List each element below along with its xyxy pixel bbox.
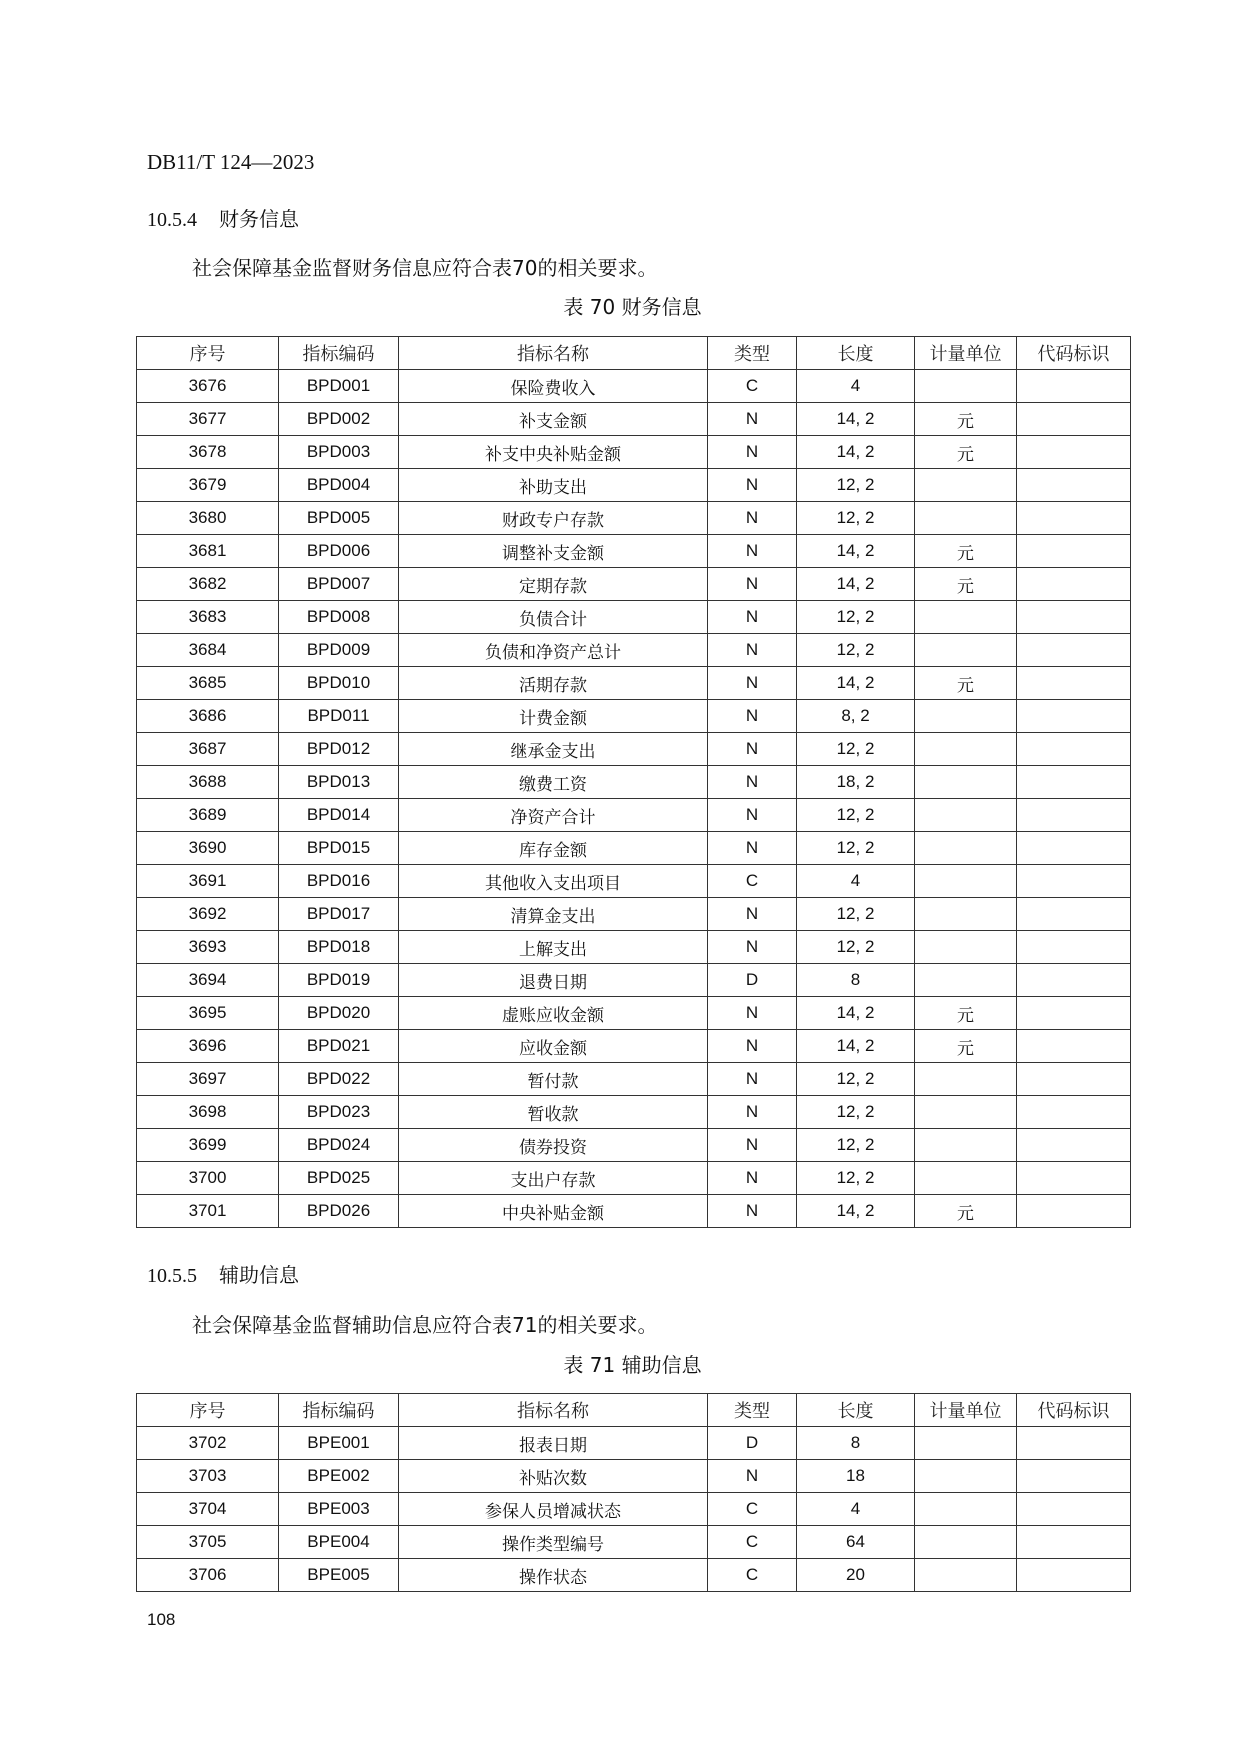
table-cell: 12, 2 (797, 601, 915, 634)
table-cell (1017, 1129, 1131, 1162)
table-cell: BPD021 (279, 1030, 399, 1063)
table-cell: 补支金额 (399, 403, 708, 436)
table-cell: 净资产合计 (399, 799, 708, 832)
table-cell: 元 (915, 997, 1017, 1030)
column-header: 代码标识 (1017, 1394, 1131, 1427)
table-cell: BPD005 (279, 502, 399, 535)
table-cell (915, 502, 1017, 535)
table-cell: 4 (797, 370, 915, 403)
table-cell: BPD025 (279, 1162, 399, 1195)
table-cell: BPD009 (279, 634, 399, 667)
table-cell (1017, 568, 1131, 601)
table-cell: 报表日期 (399, 1427, 708, 1460)
table-cell: 12, 2 (797, 832, 915, 865)
table-cell (915, 964, 1017, 997)
table-cell (1017, 997, 1131, 1030)
table-cell (915, 1096, 1017, 1129)
table-cell: N (708, 832, 797, 865)
table-cell (915, 1427, 1017, 1460)
table-cell: 3688 (137, 766, 279, 799)
table-cell: 12, 2 (797, 733, 915, 766)
table-cell: BPD024 (279, 1129, 399, 1162)
table-cell (915, 931, 1017, 964)
table-cell: 上解支出 (399, 931, 708, 964)
table-cell: 3703 (137, 1460, 279, 1493)
table-cell: 负债和净资产总计 (399, 634, 708, 667)
table-row (137, 1129, 1131, 1162)
table-cell: N (708, 799, 797, 832)
table-cell: 元 (915, 1195, 1017, 1228)
table-cell: 12, 2 (797, 931, 915, 964)
table-cell: 3680 (137, 502, 279, 535)
table-cell: 3686 (137, 700, 279, 733)
table-header-row (137, 1394, 1131, 1427)
table-cell: 12, 2 (797, 502, 915, 535)
table-row (137, 667, 1131, 700)
table-cell: BPD023 (279, 1096, 399, 1129)
table-cell (915, 865, 1017, 898)
column-header: 类型 (708, 1394, 797, 1427)
table-cell (915, 1460, 1017, 1493)
table-cell: BPD008 (279, 601, 399, 634)
table-cell: N (708, 601, 797, 634)
table-cell (915, 832, 1017, 865)
table-cell: BPD020 (279, 997, 399, 1030)
table-cell: 20 (797, 1559, 915, 1592)
table-cell: 调整补支金额 (399, 535, 708, 568)
table-cell: 保险费收入 (399, 370, 708, 403)
table-cell: BPD013 (279, 766, 399, 799)
table-cell: 14, 2 (797, 436, 915, 469)
table-cell: 债券投资 (399, 1129, 708, 1162)
table-cell: 12, 2 (797, 1096, 915, 1129)
table-cell: N (708, 700, 797, 733)
table-row (137, 733, 1131, 766)
table-cell: BPD014 (279, 799, 399, 832)
table-title: 表 71 辅助信息 (563, 1353, 702, 1377)
table-cell: 3685 (137, 667, 279, 700)
table-row (137, 469, 1131, 502)
table-cell: 3683 (137, 601, 279, 634)
table-row (137, 1559, 1131, 1592)
table-cell (915, 700, 1017, 733)
table-cell: 清算金支出 (399, 898, 708, 931)
column-header: 指标编码 (279, 337, 399, 370)
table-cell: 元 (915, 436, 1017, 469)
column-header: 指标名称 (399, 337, 708, 370)
table-cell (1017, 1526, 1131, 1559)
table-cell (1017, 799, 1131, 832)
section-title: 辅助信息 (219, 1263, 299, 1287)
table-cell (1017, 733, 1131, 766)
table-cell: 12, 2 (797, 1063, 915, 1096)
table-cell: C (708, 370, 797, 403)
table-cell: 3695 (137, 997, 279, 1030)
table-cell: C (708, 865, 797, 898)
table-cell: 活期存款 (399, 667, 708, 700)
table-cell: 3687 (137, 733, 279, 766)
table-cell: 退费日期 (399, 964, 708, 997)
section-heading (147, 1259, 299, 1288)
table-cell: N (708, 469, 797, 502)
table-cell (1017, 931, 1131, 964)
table-cell: BPD002 (279, 403, 399, 436)
table-cell: D (708, 1427, 797, 1460)
table-cell (915, 601, 1017, 634)
table-cell: 暂收款 (399, 1096, 708, 1129)
table-row (137, 436, 1131, 469)
table-cell: C (708, 1559, 797, 1592)
table-title: 表 70 财务信息 (563, 295, 702, 319)
table-row (137, 403, 1131, 436)
section-heading (147, 203, 299, 232)
table-cell (1017, 1195, 1131, 1228)
table-cell: BPD010 (279, 667, 399, 700)
table-cell (915, 799, 1017, 832)
table-cell: BPD018 (279, 931, 399, 964)
table-cell: 4 (797, 865, 915, 898)
table-row (137, 766, 1131, 799)
table-cell: BPD011 (279, 700, 399, 733)
table-cell (915, 1162, 1017, 1195)
table-cell: 12, 2 (797, 898, 915, 931)
table-cell (1017, 1063, 1131, 1096)
table-cell: N (708, 1096, 797, 1129)
table-row (137, 1096, 1131, 1129)
table-cell (915, 1493, 1017, 1526)
table-cell: BPE001 (279, 1427, 399, 1460)
table-cell: 14, 2 (797, 568, 915, 601)
table-cell: 14, 2 (797, 1195, 915, 1228)
table-cell: 3705 (137, 1526, 279, 1559)
table-cell: 暂付款 (399, 1063, 708, 1096)
table-cell: 定期存款 (399, 568, 708, 601)
table-cell: 3677 (137, 403, 279, 436)
section-title: 财务信息 (219, 207, 299, 231)
table-row (137, 370, 1131, 403)
table-cell (1017, 700, 1131, 733)
table-cell: 3689 (137, 799, 279, 832)
table-cell: 3690 (137, 832, 279, 865)
table-cell (1017, 535, 1131, 568)
table-row (137, 601, 1131, 634)
table-cell (1017, 436, 1131, 469)
table-cell: 3684 (137, 634, 279, 667)
table-cell: BPD006 (279, 535, 399, 568)
table-cell: BPD019 (279, 964, 399, 997)
table-row (137, 799, 1131, 832)
table-cell: 3678 (137, 436, 279, 469)
table-row (137, 1162, 1131, 1195)
table-cell: BPD022 (279, 1063, 399, 1096)
table-cell: 3692 (137, 898, 279, 931)
table-cell: 8, 2 (797, 700, 915, 733)
table-cell: BPD016 (279, 865, 399, 898)
table-cell: 缴费工资 (399, 766, 708, 799)
data-table (136, 1393, 1131, 1592)
table-row (137, 832, 1131, 865)
table-cell: 3706 (137, 1559, 279, 1592)
table-row (137, 634, 1131, 667)
table-cell: C (708, 1526, 797, 1559)
table-cell: N (708, 1460, 797, 1493)
table-cell: N (708, 1162, 797, 1195)
table-cell: BPE002 (279, 1460, 399, 1493)
table-row (137, 865, 1131, 898)
table-cell (1017, 766, 1131, 799)
table-row (137, 898, 1131, 931)
table-cell: BPD015 (279, 832, 399, 865)
table-row (137, 1030, 1131, 1063)
table-cell: 应收金额 (399, 1030, 708, 1063)
column-header: 序号 (137, 1394, 279, 1427)
table-cell: 3676 (137, 370, 279, 403)
column-header: 计量单位 (915, 1394, 1017, 1427)
table-cell: 补贴次数 (399, 1460, 708, 1493)
table-cell (1017, 403, 1131, 436)
table-cell (915, 733, 1017, 766)
table-cell: 虚账应收金额 (399, 997, 708, 1030)
table-cell: 3697 (137, 1063, 279, 1096)
table-cell: N (708, 502, 797, 535)
table-cell: 库存金额 (399, 832, 708, 865)
table-header-row (137, 337, 1131, 370)
table-cell: N (708, 1063, 797, 1096)
table-cell: 8 (797, 964, 915, 997)
table-cell: BPE005 (279, 1559, 399, 1592)
table-cell: BPD012 (279, 733, 399, 766)
table-cell: 3679 (137, 469, 279, 502)
table-cell (915, 634, 1017, 667)
table-cell: 3704 (137, 1493, 279, 1526)
data-table (136, 336, 1131, 1228)
table-cell (915, 1129, 1017, 1162)
table-cell: N (708, 766, 797, 799)
table-cell: N (708, 997, 797, 1030)
table-cell: N (708, 898, 797, 931)
table-row (137, 1195, 1131, 1228)
table-cell: 3682 (137, 568, 279, 601)
table-cell: 元 (915, 568, 1017, 601)
table-cell: 3693 (137, 931, 279, 964)
table-cell: 负债合计 (399, 601, 708, 634)
table-cell: 14, 2 (797, 535, 915, 568)
table-cell: 4 (797, 1493, 915, 1526)
table-cell (1017, 469, 1131, 502)
table-row (137, 535, 1131, 568)
table-cell: 18 (797, 1460, 915, 1493)
table-row (137, 1460, 1131, 1493)
table-cell: N (708, 436, 797, 469)
table-cell (1017, 832, 1131, 865)
table-row (137, 502, 1131, 535)
table-row (137, 568, 1131, 601)
table-cell (1017, 964, 1131, 997)
table-cell: 18, 2 (797, 766, 915, 799)
table-row (137, 931, 1131, 964)
table-cell: BPD007 (279, 568, 399, 601)
table-cell: 补支中央补贴金额 (399, 436, 708, 469)
table-cell: 其他收入支出项目 (399, 865, 708, 898)
table-cell: 操作类型编号 (399, 1526, 708, 1559)
table-cell: 元 (915, 535, 1017, 568)
document-header: DB11/T 124—2023 (147, 150, 315, 174)
table-cell: BPD001 (279, 370, 399, 403)
table-cell: BPD026 (279, 1195, 399, 1228)
table-cell: C (708, 1493, 797, 1526)
table-row (137, 997, 1131, 1030)
table-cell (1017, 1427, 1131, 1460)
table-cell (1017, 1559, 1131, 1592)
table-cell (1017, 1162, 1131, 1195)
column-header: 代码标识 (1017, 337, 1131, 370)
table-cell: N (708, 667, 797, 700)
table-cell: 3699 (137, 1129, 279, 1162)
table-cell (915, 1559, 1017, 1592)
table-cell: 14, 2 (797, 667, 915, 700)
table-row (137, 1526, 1131, 1559)
table-cell: 计费金额 (399, 700, 708, 733)
table-cell: 参保人员增减状态 (399, 1493, 708, 1526)
table-row (137, 1063, 1131, 1096)
table-cell: BPD003 (279, 436, 399, 469)
table-cell: 64 (797, 1526, 915, 1559)
column-header: 序号 (137, 337, 279, 370)
table-cell: 14, 2 (797, 997, 915, 1030)
table-cell: 3691 (137, 865, 279, 898)
table-cell (915, 469, 1017, 502)
table-cell: 3696 (137, 1030, 279, 1063)
table-cell: N (708, 1195, 797, 1228)
table-cell: BPE004 (279, 1526, 399, 1559)
table-cell: 3702 (137, 1427, 279, 1460)
table-cell (915, 766, 1017, 799)
table-row (137, 1427, 1131, 1460)
table-cell: N (708, 403, 797, 436)
table-cell (1017, 865, 1131, 898)
table-cell: N (708, 1030, 797, 1063)
table-row (137, 1493, 1131, 1526)
table-cell (915, 370, 1017, 403)
table-cell (1017, 667, 1131, 700)
table-cell: N (708, 931, 797, 964)
table-cell: 8 (797, 1427, 915, 1460)
table-cell: 14, 2 (797, 403, 915, 436)
table-cell (915, 1063, 1017, 1096)
table-cell: 财政专户存款 (399, 502, 708, 535)
table-cell: 补助支出 (399, 469, 708, 502)
table-row (137, 700, 1131, 733)
column-header: 长度 (797, 1394, 915, 1427)
table-row (137, 964, 1131, 997)
table-cell: BPD017 (279, 898, 399, 931)
table-cell: 3698 (137, 1096, 279, 1129)
table-cell: 12, 2 (797, 1129, 915, 1162)
column-header: 类型 (708, 337, 797, 370)
table-cell: N (708, 568, 797, 601)
table-cell (1017, 634, 1131, 667)
table-cell (1017, 502, 1131, 535)
table-cell (915, 1526, 1017, 1559)
table-cell (915, 898, 1017, 931)
table-cell: 14, 2 (797, 1030, 915, 1063)
table-cell: 12, 2 (797, 469, 915, 502)
table-cell: 支出户存款 (399, 1162, 708, 1195)
table-cell: N (708, 634, 797, 667)
section-number: 10.5.4 (147, 209, 197, 231)
table-cell (1017, 1493, 1131, 1526)
table-cell: 3700 (137, 1162, 279, 1195)
table-cell: 中央补贴金额 (399, 1195, 708, 1228)
table-cell: D (708, 964, 797, 997)
table-cell: 操作状态 (399, 1559, 708, 1592)
table-cell (1017, 1030, 1131, 1063)
table-cell: 12, 2 (797, 1162, 915, 1195)
table-cell (1017, 898, 1131, 931)
section-paragraph: 社会保障基金监督辅助信息应符合表71的相关要求。 (192, 1313, 658, 1337)
table-cell: N (708, 733, 797, 766)
table-cell: N (708, 535, 797, 568)
table-cell: 12, 2 (797, 634, 915, 667)
table-cell: 3694 (137, 964, 279, 997)
table-cell (1017, 370, 1131, 403)
column-header: 指标名称 (399, 1394, 708, 1427)
table-cell: 3681 (137, 535, 279, 568)
table-cell: 继承金支出 (399, 733, 708, 766)
table-cell: 元 (915, 667, 1017, 700)
table-cell: 元 (915, 1030, 1017, 1063)
column-header: 长度 (797, 337, 915, 370)
table-cell (1017, 1096, 1131, 1129)
page-number: 108 (147, 1610, 176, 1629)
table-cell (1017, 601, 1131, 634)
column-header: 指标编码 (279, 1394, 399, 1427)
table-cell: 12, 2 (797, 799, 915, 832)
table-cell: BPE003 (279, 1493, 399, 1526)
table-cell: 元 (915, 403, 1017, 436)
column-header: 计量单位 (915, 337, 1017, 370)
table-cell: BPD004 (279, 469, 399, 502)
section-number: 10.5.5 (147, 1265, 197, 1287)
table-cell: 3701 (137, 1195, 279, 1228)
section-paragraph: 社会保障基金监督财务信息应符合表70的相关要求。 (192, 256, 658, 280)
table-cell (1017, 1460, 1131, 1493)
table-cell: N (708, 1129, 797, 1162)
